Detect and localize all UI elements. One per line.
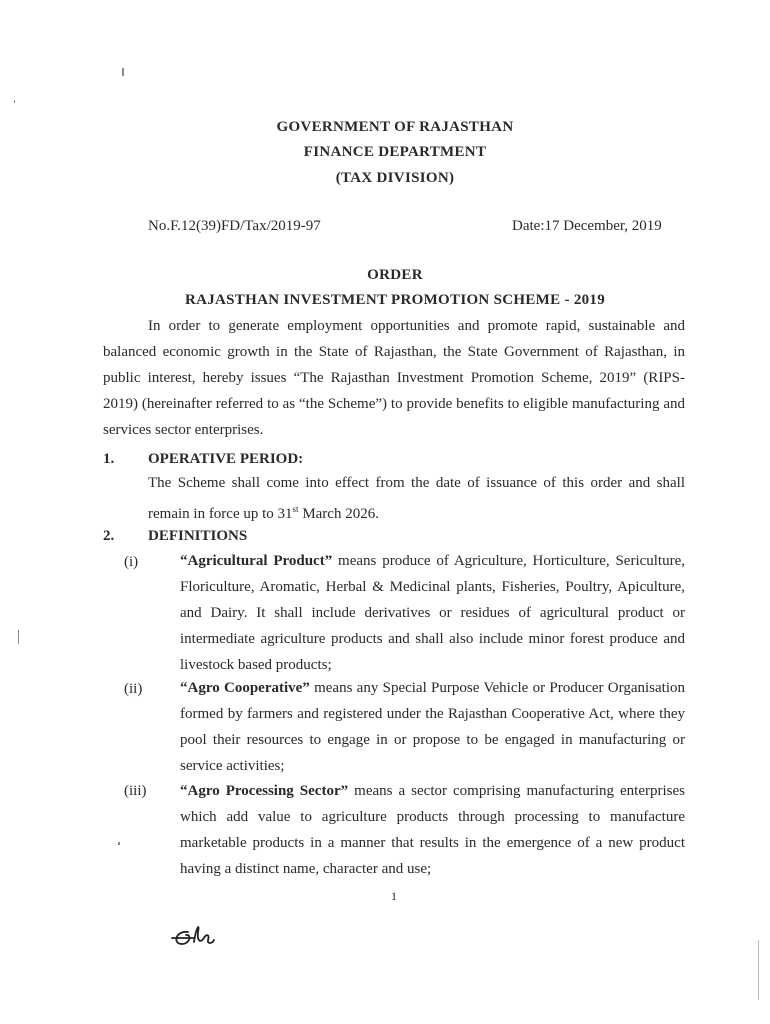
- scan-speck: [118, 842, 120, 845]
- signature-stroke: [172, 927, 214, 944]
- section-1-body: [148, 470, 685, 527]
- definition-item: [180, 548, 685, 678]
- definition-term: “Agro Cooperative”: [180, 680, 310, 696]
- definition-number: (ii): [124, 681, 143, 697]
- definition-number: (iii): [124, 783, 147, 799]
- scan-speck: [122, 68, 124, 76]
- section-1-number: 1.: [103, 451, 115, 467]
- section-1-ordinal: st: [292, 504, 299, 514]
- scan-speck: [18, 630, 19, 644]
- definition-item: [180, 675, 685, 779]
- section-1-title: OPERATIVE PERIOD:: [148, 451, 304, 467]
- header-government: GOVERNMENT OF RAJASTHAN: [276, 119, 514, 135]
- order-date: Date:17 December, 2019: [512, 218, 662, 234]
- definition-term: “Agricultural Product”: [180, 553, 333, 569]
- header-division: (TAX DIVISION): [335, 170, 455, 186]
- reference-number: No.F.12(39)FD/Tax/2019-97: [148, 218, 321, 234]
- definition-text: means a sector comprising manufacturing enterprises which add value to agriculture products through processing to manufacture marketable products in a manner that results in the emergence of a new product having a distinct name, character and use;: [180, 783, 685, 877]
- scheme-title: RAJASTHAN INVESTMENT PROMOTION SCHEME - 2019: [184, 292, 606, 308]
- definition-number: (i): [124, 554, 139, 570]
- section-2-number: 2.: [103, 528, 115, 544]
- order-title: ORDER: [367, 267, 423, 283]
- section-2-title: DEFINITIONS: [148, 528, 248, 544]
- scan-speck: [14, 100, 15, 103]
- scan-speck: [758, 940, 759, 1000]
- section-1-text-end: March 2026.: [298, 506, 379, 522]
- signature-initials: [168, 918, 218, 954]
- page-number: 1: [391, 889, 397, 903]
- intro-paragraph: In order to generate employment opportunities and promote rapid, sustainable and balanced economic growth in the State of Rajasthan, the State Government of Rajasthan, in public interest, hereby issues “The Rajasthan Investment Promotion Scheme, 2019” (RIPS-2019) (hereinafter referred to as “the Scheme”) to provide benefits to eligible manufacturing and services sector enterprises.: [103, 318, 685, 438]
- definition-term: “Agro Processing Sector”: [180, 783, 349, 799]
- definition-text: means any Special Purpose Vehicle or Producer Organisation formed by farmers and registered under the Rajasthan Cooperative Act, where they pool their resources to engage in or propose to be engaged in manufacturing or service activities;: [180, 680, 686, 774]
- definition-item: [180, 778, 685, 882]
- definition-text: means produce of Agriculture, Horticulture, Sericulture, Floriculture, Aromatic, Herbal & Medicinal plants, Fisheries, Poultry, Apiculture, and Dairy. It shall include derivatives or residues of agricultural product or intermediate agriculture products and shall also include minor forest produce and livestock based products;: [180, 553, 686, 673]
- header-department: FINANCE DEPARTMENT: [303, 144, 487, 160]
- section-1-text: The Scheme shall come into effect from the date of issuance of this order and shall remain in force up to 31: [148, 475, 685, 522]
